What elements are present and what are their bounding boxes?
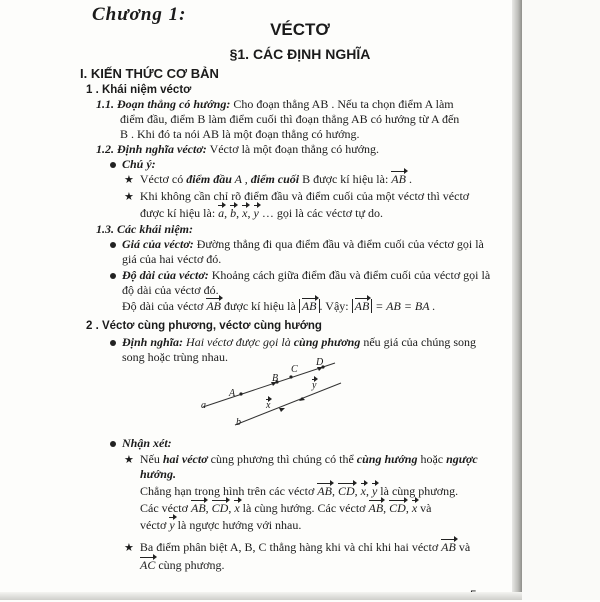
section-title: §1. CÁC ĐỊNH NGHĨA [229,46,371,62]
dd-a: Độ dài của véctơ [122,299,207,313]
khai-niem-gia-line2: giá của hai véctơ đó. [122,252,222,266]
label-vector-x [266,400,270,411]
nx-label: Nhận xét: [122,436,172,450]
chu-y-item-1: ★ Véctơ có điểm đầu A , điểm cuối B được kí hiệu là: AB . [124,172,412,186]
cy1-a: Véctơ có [139,172,187,186]
nx1-g: hướng. [140,467,176,481]
label-line-a: a [201,400,206,411]
nx4-a: véctơ [140,518,170,532]
nhan-xet-2: Chẳng hạn trong hình trên các véctơ AB, CD, x, y là cùng phương. [140,484,459,498]
heading-kien-thuc: I. KIẾN THỨC CƠ BẢN [80,66,219,81]
nx2-b: là cùng phương. [377,484,459,498]
book-spine-edge [512,0,522,600]
bullet-icon [110,242,116,248]
nx5-a: Ba điểm phân biệt A, B, C thẳng hàng khi và chỉ khi hai véctơ [139,540,442,554]
vector-ab: AB [191,501,206,515]
bullet-icon [110,441,116,447]
label-1-1: 1.1. Đoạn thẳng có hướng: [96,97,231,111]
nhan-xet-5-line2 [140,558,225,573]
cy1-b: điểm đầu [186,172,232,186]
nx1-e: hoặc [417,452,447,466]
nx1-a: Nếu [139,452,163,466]
vector-x: x [360,484,366,498]
cy1-e: B được kí hiệu là: [299,172,392,186]
text-1-2: Véctơ là một đoạn thẳng có hướng. [206,142,380,156]
vector-cd: CD [337,484,355,498]
nx3-c: và [417,501,432,515]
label-1-3 [96,222,193,237]
label-point-a: A [229,388,236,399]
vector-y: y [253,206,259,220]
cy1-c: A , [231,172,251,186]
nx3-a: Các véctơ [140,501,191,515]
kn1-text: Đường thẳng đi qua điểm đầu và điểm cuối của véctơ gọi là [193,237,484,251]
abs-ab-2 [352,299,373,313]
nx1-c: cùng phương thì chúng có thể [207,452,357,466]
nx1-d: cùng hướng [356,452,418,466]
do-dai-formula [122,299,435,314]
nx1-f: ngược [446,452,478,466]
nhan-xet [110,436,172,451]
vector-cd: CD [211,501,229,515]
vector-a: a [218,206,225,220]
vector-ac: AC [140,558,156,572]
star-bullet-icon: ★ [124,542,134,554]
chu-y [110,157,156,172]
star-bullet-icon: ★ [124,191,134,203]
khai-niem-do-dai-line2: độ dài của véctơ đó. [122,283,219,297]
page-title: VÉCTƠ [270,20,330,39]
point-a-marker [239,392,242,395]
nx1-b: hai véctơ [162,452,208,466]
cy1-d: điểm cuối [250,172,300,186]
chu-y-label: Chú ý: [122,157,156,171]
nhan-xet-1-line2 [140,467,176,482]
chapter-label: Chương 1: [92,4,187,25]
vector-ab: AB [317,484,332,498]
dinh-nghia [110,335,476,350]
dd-b: được kí hiệu là [220,299,299,313]
vector-x: x [242,206,248,220]
heading-khai-niem: 1 . Khái niệm véctơ [86,84,192,96]
dd-c: . Vậy: [319,299,352,313]
kn2-text: Khoảng cách giữa điểm đầu và điểm cuối của véctơ gọi là [208,268,491,282]
cy2-c: … gọi là các véctơ tự do. [261,206,383,220]
para-1-1-line2: điểm đầu, điểm B làm điểm cuối thì đoạn thẳng AB có hướng từ A đến [120,112,460,126]
dn-label: Định nghĩa: [122,335,184,349]
bullet-icon [110,340,116,346]
vector-x: x [234,501,240,515]
background-margin [522,0,600,600]
label-point-d: D [316,357,324,368]
vector-ab: AB [206,299,221,313]
dinh-nghia-line2: song hoặc trùng nhau. [122,350,228,364]
kn2-label: Độ dài của véctơ: [122,268,209,282]
label-line-b: b [236,417,241,428]
dn-c: nếu giá của chúng song [360,335,476,349]
vector-x: x [411,501,418,515]
vector-y: y [169,518,175,532]
kn1-label: Giá của véctơ: [122,237,194,251]
bullet-icon [110,273,116,279]
chu-y-item-2 [124,189,469,205]
nx3-b: là cùng hướng. Các véctơ [239,501,369,515]
vector-ab: AB [368,501,384,515]
vector-ab: AB [391,172,406,186]
nx6-b: cùng phương. [155,558,225,572]
nhan-xet-4 [140,518,301,533]
cy2-a: Khi không cần chỉ rõ điểm đầu và điểm cuối của một véctơ thì véctơ [139,189,470,203]
star-bullet-icon: ★ [124,174,134,186]
vector-b: b [230,206,237,220]
point-c-marker [289,375,292,378]
chu-y-item-2-line2: được kí hiệu là: a, b, x, y … gọi là các véctơ tự do. [140,206,383,220]
vector-ab: AB [301,299,317,313]
star-bullet-icon: ★ [124,454,134,466]
nx4-b: là ngược hướng với nhau. [174,518,302,532]
label-vector-y [312,380,316,391]
dn-b: cùng phương [293,335,361,349]
text-1-1-a: Cho đoạn thẳng AB . Nếu ta chọn điểm A làm [230,97,454,111]
dn-a: Hai véctơ được gọi là [183,335,294,349]
heading-cung-phuong: 2 . Véctơ cùng phương, véctơ cùng hướng [86,320,322,332]
abs-ab-1 [299,299,320,313]
page-bottom-shadow [0,592,522,600]
line-b [235,383,341,425]
label-1-3-text: 1.3. Các khái niệm: [96,222,194,236]
khai-niem-gia [110,237,484,252]
khai-niem-do-dai [110,268,490,283]
vector-ab: AB [441,540,456,554]
nhan-xet-5 [124,540,470,556]
nx5-b: và [455,540,471,554]
label-point-c: C [291,364,298,375]
nhan-xet-1 [124,452,478,468]
vector-x-label: x [266,400,271,411]
vector-ab: AB [354,299,370,313]
nhan-xet-3: Các véctơ AB, CD, x là cùng hướng. Các véctơ AB, CD, x và [140,501,432,515]
para-1-1-line1 [96,97,454,112]
vector-y-label: y [312,380,317,391]
para-1-2 [96,142,379,157]
nx2-a: Chẳng hạn trong hình trên các véctơ [140,484,318,498]
dd-d: = AB = BA . [372,299,436,313]
vector-cd: CD [389,501,406,515]
label-1-2: 1.2. Định nghĩa véctơ: [96,142,207,156]
para-1-1-line3: B . Khi đó ta nói AB là một đoạn thẳng có hướng. [120,127,360,141]
bullet-icon [110,162,116,168]
label-point-b: B [272,373,279,384]
cy2-b: được kí hiệu là: [140,206,219,220]
vector-y: y [371,484,378,498]
arrow-x-icon [279,408,285,412]
